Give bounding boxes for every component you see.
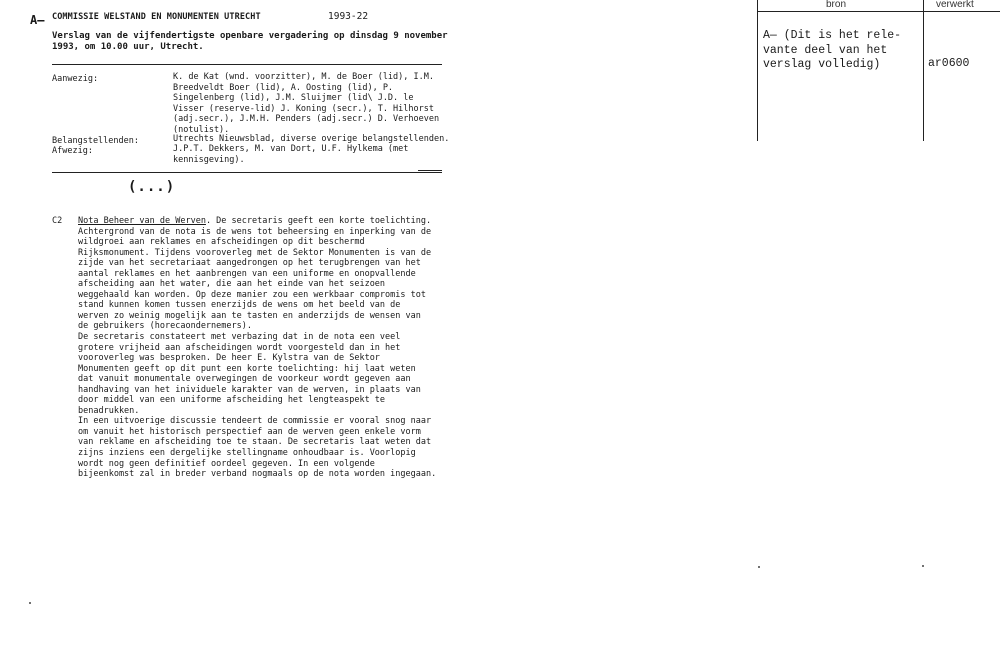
absent-label: Afwezig: xyxy=(52,146,93,156)
item-number: C2 xyxy=(52,216,63,226)
scan-speck xyxy=(758,566,760,568)
table-left-border xyxy=(757,0,758,141)
divider-bottom xyxy=(52,172,442,173)
column-header-source: bron xyxy=(826,0,847,10)
omission-mark: (...) xyxy=(128,179,176,195)
scan-speck xyxy=(922,565,924,567)
margin-marker: A— xyxy=(30,13,45,27)
committee-name: COMMISSIE WELSTAND EN MONUMENTEN UTRECHT xyxy=(52,12,261,22)
item-heading: Nota Beheer van de Werven xyxy=(78,216,206,226)
present-value: K. de Kat (wnd. voorzitter), M. de Boer (lid), I.M. Breedveldt Boer (lid), A. Oosting (lid), P. Singelenberg (lid), J.M. Sluijmer (lid\ J.D. le Visser (reserve-lid) J. Koning (secr.), T. Hilhorst (adj.secr.), J.M.H. Penders (adj.secr.) D. Verhoeven (notulist). xyxy=(173,72,440,135)
source-note: A— (Dit is het rele- vante deel van het verslag volledig) xyxy=(763,29,902,71)
reference-code: ar0600 xyxy=(928,57,970,70)
present-label: Aanwezig: xyxy=(52,74,99,84)
item-text: . De secretaris geeft een korte toelichting. Achtergrond van de nota is de wens tot beheersing en inperking van de wildgroei aan reklames en afscheidingen op dit beschermd Rijksmonument. Tijdens vooroverleg met de Sektor Monumenten is van de zijde van het secretariaat aangedrongen op het terugbrengen van het aantal reklames en het aanbrengen van een uniforme en onopvallende afscheiding aan het water, die aan het einde van het seizoen weggehaald kan worden. Op deze manier zou een werkbaar compromis tot stand kunnen komen tussen enerzijds de wens om het beeld van de werven zo weinig mogelijk aan te tasten en anderzijds de wensen van de gebruikers (horecaondernemers). De secretaris constateert met verbazing dat in de nota een veel grotere vrijheid aan afscheidingen wordt voorgesteld dan in het vooroverleg was besproken. De heer E. Kylstra van de Sektor Monumenten geeft op dit punt een korte toelichting: hij laat weten dat vanuit monumentale overwegingen de voorkeur wordt gegeven aan handhaving van het inividuele karakter van de werven, in plaats van door middel van een uniforme afscheiding het lengteaspekt te benadrukken. In een uitvoerige discussie tendeert de commissie er vooral snog naar om vanuit het historisch perspectief aan de werven geen enkele vorm van reklame en afscheiding toe te staan. De secretaris laat weten dat zijns inziens een dergelijke stellingname onhoudbaar is. Voorlopig wordt nog geen definitief oordeel gegeven. In een volgende bijeenkomst zal in breder verband nogmaals op de nota worden ingegaan. xyxy=(78,216,437,480)
table-column-divider xyxy=(923,0,924,141)
absent-value: J.P.T. Dekkers, M. van Dort, U.F. Hylkema (met kennisgeving). xyxy=(173,144,409,165)
stakeholders-value: Utrechts Nieuwsblad, diverse overige belangstellenden. xyxy=(173,134,450,144)
divider-bottom-mark xyxy=(418,170,442,171)
item-body xyxy=(78,216,478,480)
stakeholders-label: Belangstellenden: xyxy=(52,136,139,146)
meeting-title: Verslag van de vijfendertigste openbare vergadering op dinsdag 9 november 1993, om 10.00 uur, Utrecht. xyxy=(52,31,448,52)
table-header-rule xyxy=(757,11,1000,12)
column-header-processed: verwerkt xyxy=(936,0,974,10)
document-number: 1993-22 xyxy=(328,11,369,22)
scan-speck xyxy=(29,602,31,604)
divider-top xyxy=(52,64,442,65)
